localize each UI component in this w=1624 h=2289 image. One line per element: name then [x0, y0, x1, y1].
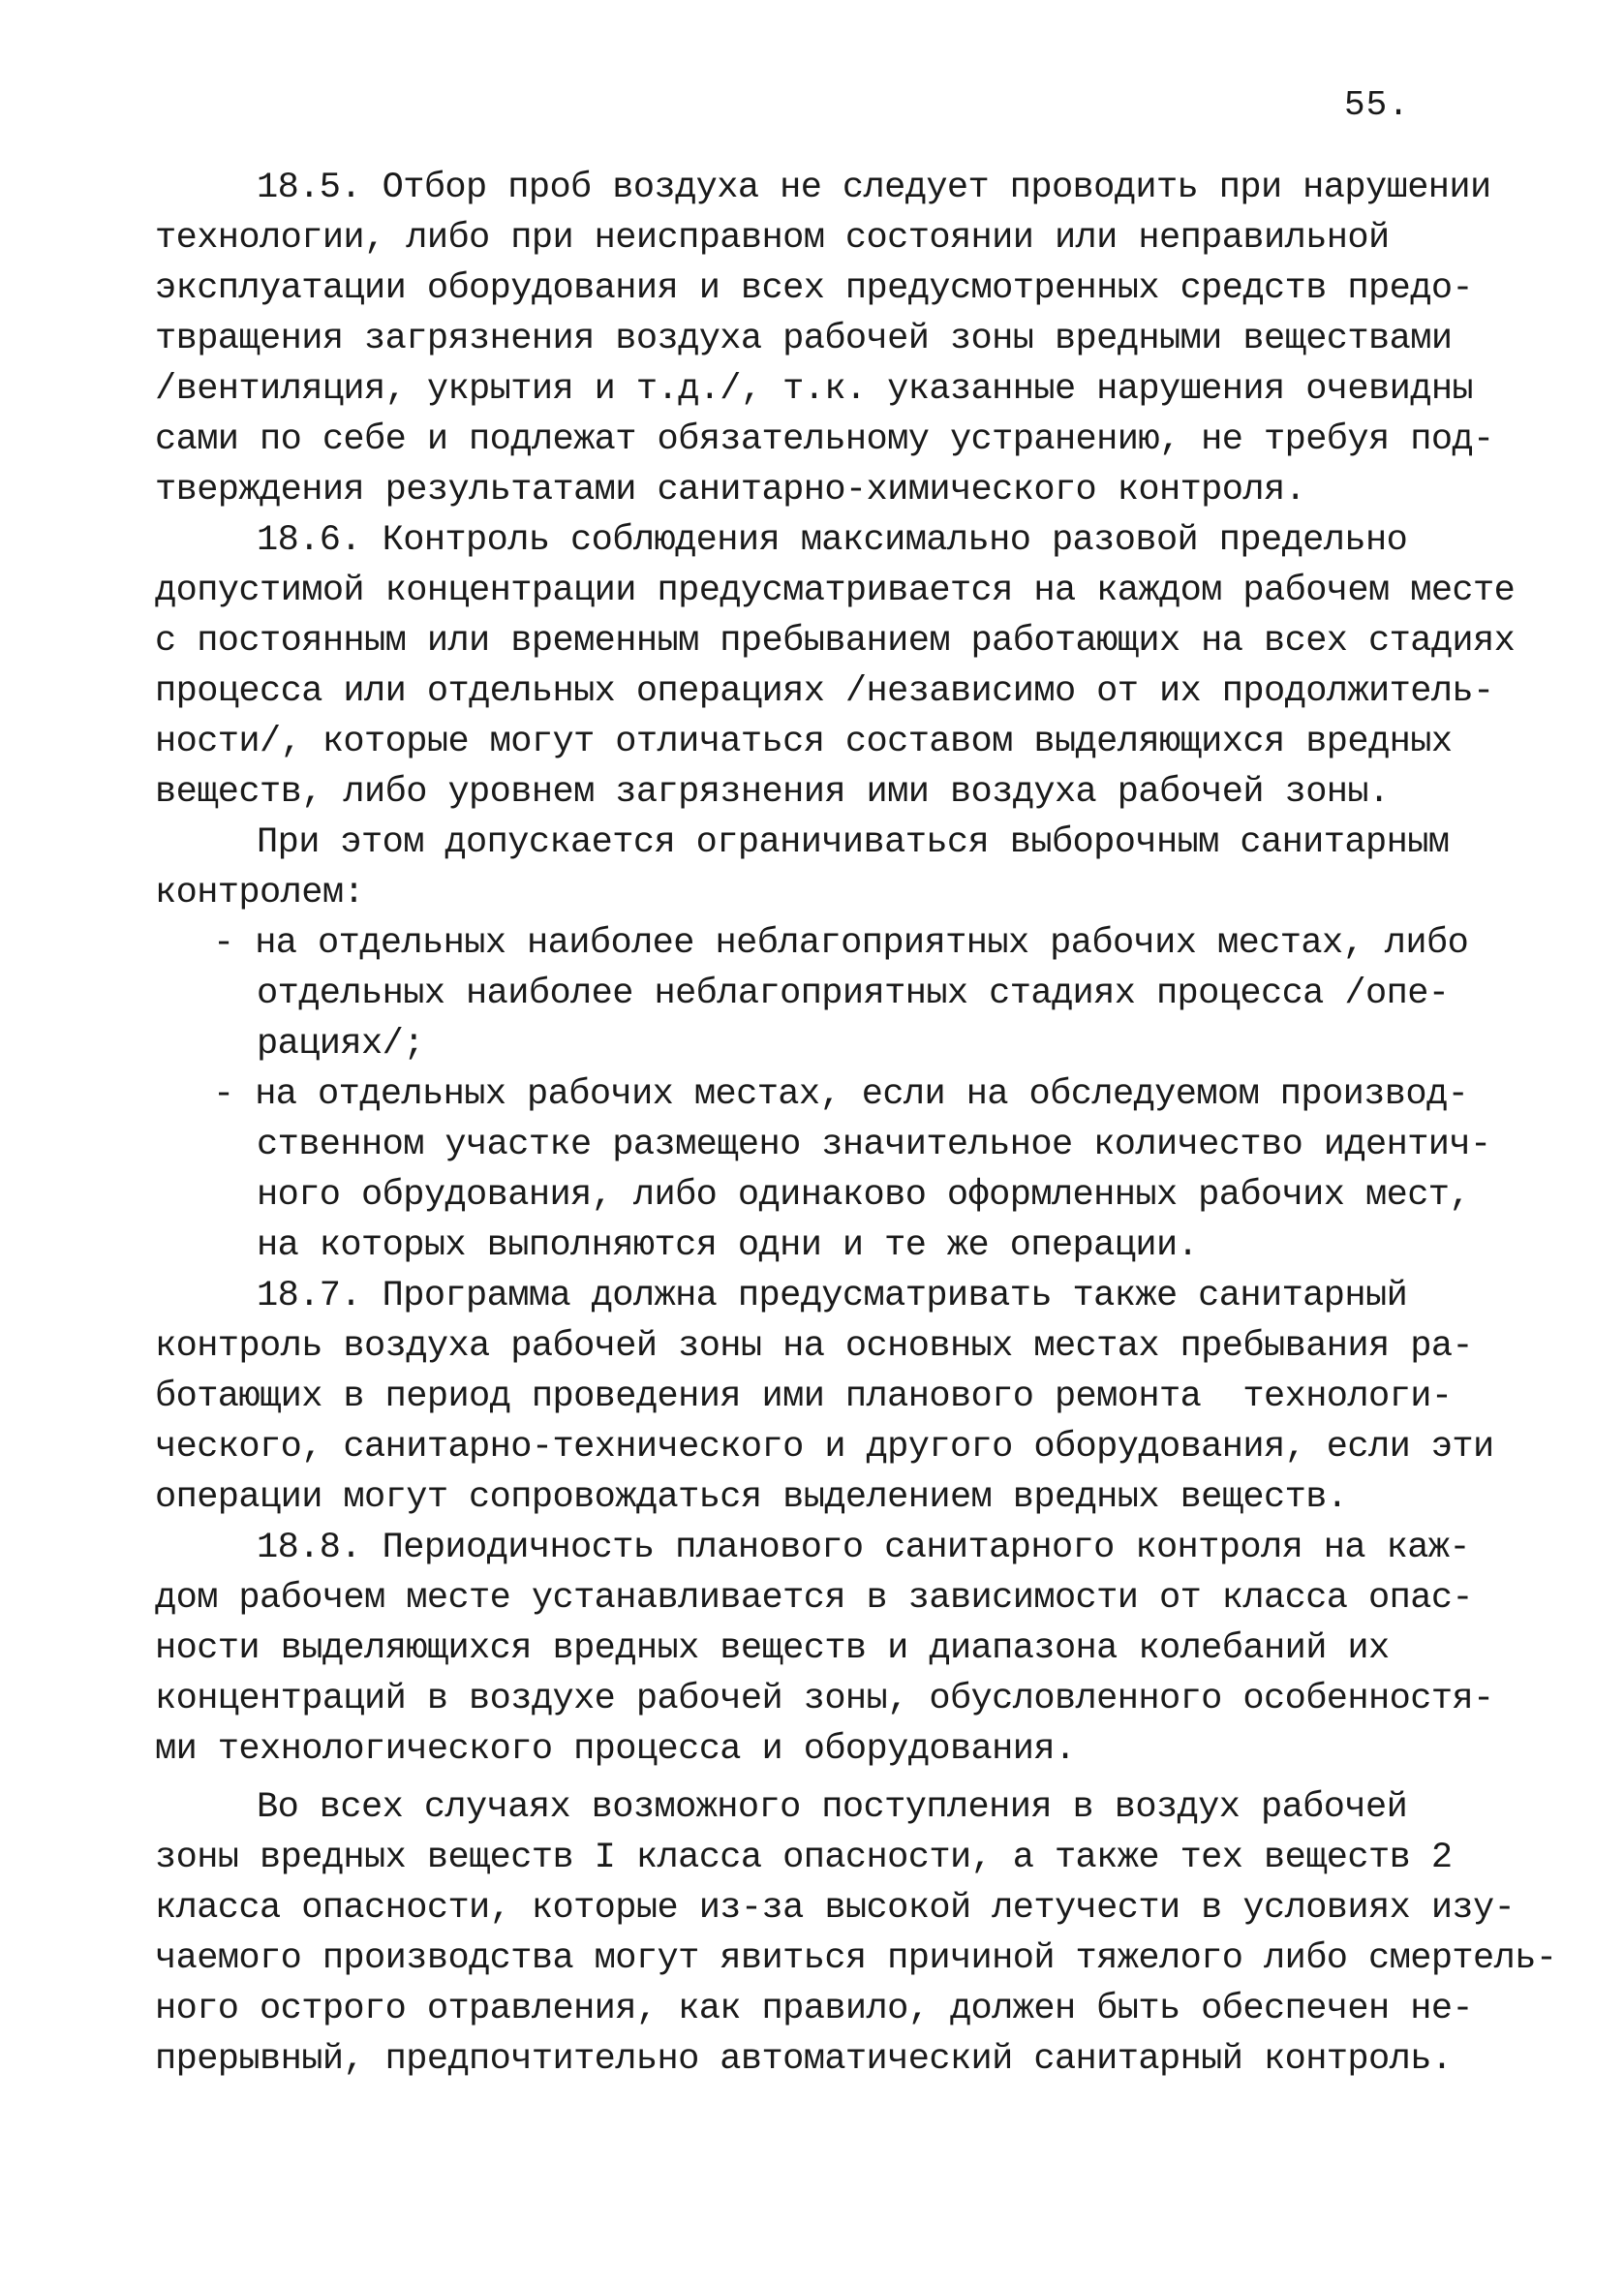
paragraph-line: ного острого отравления, как правило, должен быть обеспечен не-: [155, 1989, 1474, 2029]
paragraph-line: 18.8. Периодичность планового санитарного контроля на каж-: [257, 1528, 1471, 1568]
list-item-line: - на отдельных рабочих местах, если на обследуемом производ-: [213, 1074, 1469, 1115]
paragraph-line: твращения загрязнения воздуха рабочей зоны вредными веществами: [155, 319, 1453, 359]
paragraph-line: ми технологического процесса и оборудования.: [155, 1729, 1076, 1770]
paragraph-line: /вентиляция, укрытия и т.д./, т.к. указанные нарушения очевидны: [155, 369, 1474, 410]
paragraph-line: 18.7. Программа должна предусматривать также санитарный: [257, 1276, 1408, 1316]
paragraph-line: 18.5. Отбор проб воздуха не следует проводить при нарушении: [257, 168, 1491, 208]
list-item-line: - на отдельных наиболее неблагоприятных рабочих местах, либо: [213, 923, 1469, 964]
paragraph-line: класса опасности, которые из-за высокой летучести в условиях изу-: [155, 1888, 1516, 1929]
paragraph-line: 18.6. Контроль соблюдения максимально разовой предельно: [257, 520, 1408, 561]
paragraph-line: Во всех случаях возможного поступления в воздух рабочей: [257, 1787, 1408, 1828]
paragraph-line: веществ, либо уровнем загрязнения ими воздуха рабочей зоны.: [155, 772, 1390, 813]
paragraph-line: ческого, санитарно-технического и другого оборудования, если эти: [155, 1427, 1494, 1468]
page-number: 55.: [1344, 85, 1410, 125]
paragraph-line: эксплуатации оборудования и всех предусмотренных средств предо-: [155, 268, 1474, 309]
paragraph-line: допустимой концентрации предусматривается на каждом рабочем месте: [155, 571, 1516, 611]
list-item-line: ного обрудования, либо одинаково оформленных рабочих мест,: [257, 1175, 1471, 1216]
paragraph-line: концентраций в воздухе рабочей зоны, обусловленного особенностя-: [155, 1679, 1494, 1719]
paragraph-line: При этом допускается ограничиваться выборочным санитарным: [257, 822, 1450, 863]
paragraph-line: дом рабочем месте устанавливается в зависимости от класса опас-: [155, 1578, 1474, 1619]
paragraph-line: технологии, либо при неисправном состоянии или неправильной: [155, 218, 1390, 259]
paragraph-line: контролем:: [155, 873, 365, 913]
list-item-line: на которых выполняются одни и те же операции.: [257, 1225, 1199, 1266]
paragraph-line: с постоянным или временным пребыванием работающих на всех стадиях: [155, 621, 1516, 662]
paragraph-line: процесса или отдельных операциях /независимо от их продолжитель-: [155, 671, 1494, 712]
paragraph-line: операции могут сопровождаться выделением вредных веществ.: [155, 1477, 1348, 1518]
paragraph-line: ности выделяющихся вредных веществ и диапазона колебаний их: [155, 1628, 1390, 1669]
list-item-line: ственном участке размещено значительное количество идентич-: [257, 1125, 1491, 1165]
list-item-line: рациях/;: [257, 1024, 424, 1065]
paragraph-line: ботающих в период проведения ими планового ремонта технологи-: [155, 1376, 1453, 1417]
paragraph-line: тверждения результатами санитарно-химического контроля.: [155, 470, 1306, 510]
paragraph-line: прерывный, предпочтительно автоматический санитарный контроль.: [155, 2039, 1453, 2080]
paragraph-line: чаемого производства могут явиться причиной тяжелого либо смертель-: [155, 1938, 1557, 1979]
paragraph-line: контроль воздуха рабочей зоны на основных местах пребывания ра-: [155, 1326, 1474, 1367]
paragraph-line: ности/, которые могут отличаться составом выделяющихся вредных: [155, 722, 1453, 762]
list-item-line: отдельных наиболее неблагоприятных стадиях процесса /опе-: [257, 974, 1450, 1014]
paragraph-line: сами по себе и подлежат обязательному устранению, не требуя под-: [155, 419, 1494, 460]
paragraph-line: зоны вредных веществ I класса опасности, а также тех веществ 2: [155, 1838, 1453, 1878]
